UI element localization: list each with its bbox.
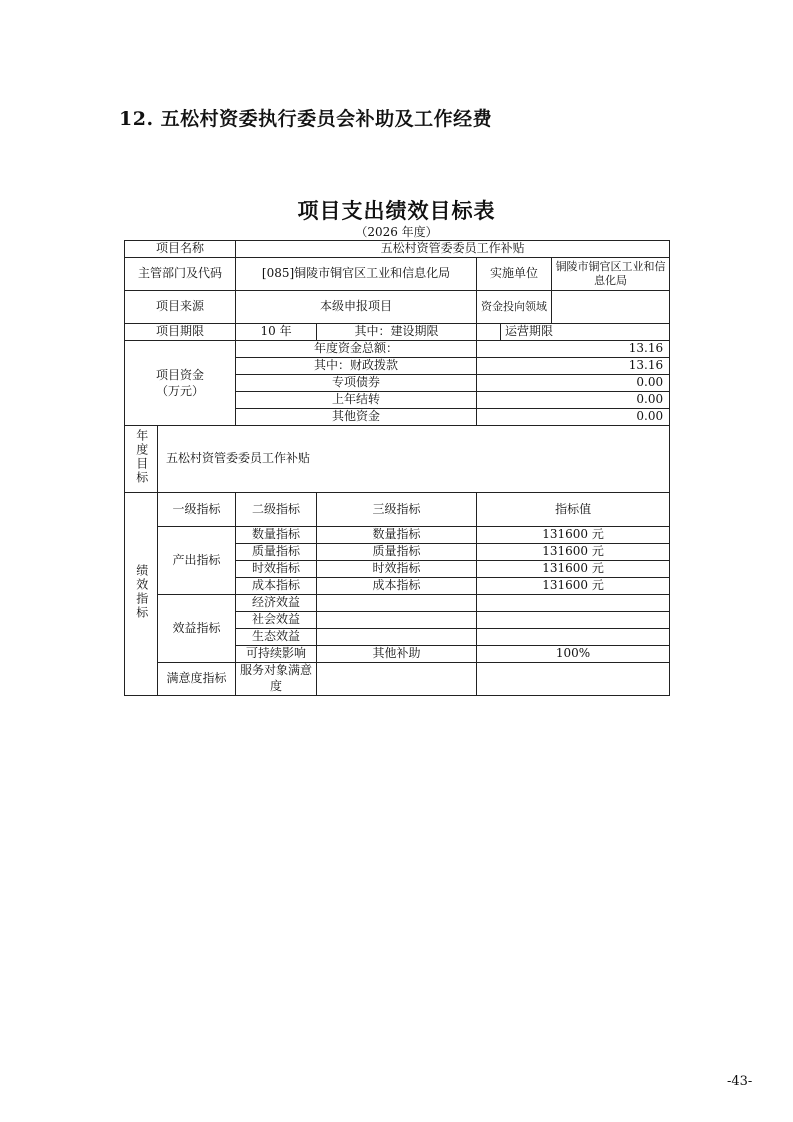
indicator-value-cell bbox=[477, 612, 670, 629]
dept-label: 主管部门及代码 bbox=[125, 258, 236, 291]
level2-cell: 质量指标 bbox=[236, 544, 317, 561]
level2-cell: 时效指标 bbox=[236, 561, 317, 578]
row-source bbox=[125, 291, 670, 324]
annual-goal-value: 五松村资管委委员工作补贴 bbox=[158, 426, 670, 493]
satisfaction-level1: 满意度指标 bbox=[158, 663, 236, 696]
period-value: 10 年 bbox=[236, 324, 317, 341]
level3-cell: 质量指标 bbox=[317, 544, 477, 561]
level3-cell: 时效指标 bbox=[317, 561, 477, 578]
annual-goal-label-text: 年度目标 bbox=[134, 428, 149, 485]
funds-value-cell: 13.16 bbox=[477, 358, 670, 375]
indicator-value-cell: 131600 元 bbox=[477, 544, 670, 561]
funds-label-cell: 上年结转 bbox=[236, 392, 477, 409]
build-period-label: 其中：建设期限 bbox=[317, 324, 477, 341]
funds-label-cell: 其他资金 bbox=[236, 409, 477, 426]
row-annual-goal bbox=[125, 426, 670, 493]
perf-indicator-label-text: 绩效指标 bbox=[134, 563, 149, 620]
row-output-0 bbox=[125, 527, 670, 544]
indicator-value-header: 指标值 bbox=[477, 493, 670, 527]
perf-indicator-label bbox=[125, 493, 158, 696]
impl-unit-label: 实施单位 bbox=[477, 258, 552, 291]
indicator-value-cell bbox=[477, 629, 670, 646]
source-label: 项目来源 bbox=[125, 291, 236, 324]
row-dept bbox=[125, 258, 670, 291]
indicator-value-cell: 100% bbox=[477, 646, 670, 663]
level2-cell: 经济效益 bbox=[236, 595, 317, 612]
fund-field-label: 资金投向领域 bbox=[477, 291, 552, 324]
row-indicator-header bbox=[125, 493, 670, 527]
level3-cell bbox=[317, 663, 477, 696]
indicator-value-cell: 131600 元 bbox=[477, 561, 670, 578]
funds-value-cell: 0.00 bbox=[477, 409, 670, 426]
row-period bbox=[125, 324, 670, 341]
page-number: -43- bbox=[727, 1074, 753, 1089]
level3-cell bbox=[317, 612, 477, 629]
project-name-value: 五松村资管委委员工作补贴 bbox=[236, 241, 670, 258]
op-period-cell bbox=[501, 324, 670, 341]
funds-label-line2: （万元） bbox=[156, 383, 205, 398]
funds-value-cell: 0.00 bbox=[477, 392, 670, 409]
dept-value: [085]铜陵市铜官区工业和信息化局 bbox=[236, 258, 477, 291]
row-funds-0 bbox=[125, 341, 670, 358]
level3-cell bbox=[317, 629, 477, 646]
level2-cell: 成本指标 bbox=[236, 578, 317, 595]
annual-goal-label bbox=[125, 426, 158, 493]
level2-cell: 生态效益 bbox=[236, 629, 317, 646]
level3-cell bbox=[317, 595, 477, 612]
level2-header: 二级指标 bbox=[236, 493, 317, 527]
level3-cell: 其他补助 bbox=[317, 646, 477, 663]
page-heading: 12. 五松村资委执行委员会补助及工作经费 bbox=[119, 108, 493, 130]
op-period-label: 运营期限 bbox=[505, 324, 554, 339]
level2-cell: 服务对象满意度 bbox=[236, 663, 317, 696]
impl-unit-value: 铜陵市铜官区工业和信息化局 bbox=[552, 258, 670, 291]
funds-label bbox=[125, 341, 236, 426]
period-label: 项目期限 bbox=[125, 324, 236, 341]
benefit-level1: 效益指标 bbox=[158, 595, 236, 663]
indicator-value-cell: 131600 元 bbox=[477, 578, 670, 595]
level2-cell: 社会效益 bbox=[236, 612, 317, 629]
level3-header: 三级指标 bbox=[317, 493, 477, 527]
output-level1: 产出指标 bbox=[158, 527, 236, 595]
level1-header: 一级指标 bbox=[158, 493, 236, 527]
funds-label-cell: 其中：财政拨款 bbox=[236, 358, 477, 375]
level3-cell: 数量指标 bbox=[317, 527, 477, 544]
row-project-name bbox=[125, 241, 670, 258]
build-period-value bbox=[477, 324, 501, 341]
funds-label-cell: 专项债券 bbox=[236, 375, 477, 392]
project-name-label: 项目名称 bbox=[125, 241, 236, 258]
funds-value-cell: 13.16 bbox=[477, 341, 670, 358]
indicator-value-cell bbox=[477, 595, 670, 612]
funds-label-line1: 项目资金 bbox=[156, 367, 205, 382]
indicator-value-cell bbox=[477, 663, 670, 696]
row-satisfaction-0 bbox=[125, 663, 670, 696]
row-benefit-0 bbox=[125, 595, 670, 612]
table-title: 项目支出绩效目标表 bbox=[297, 198, 496, 223]
performance-target-table bbox=[124, 240, 670, 696]
fund-field-value bbox=[552, 291, 670, 324]
funds-value-cell: 0.00 bbox=[477, 375, 670, 392]
indicator-value-cell: 131600 元 bbox=[477, 527, 670, 544]
level3-cell: 成本指标 bbox=[317, 578, 477, 595]
level2-cell: 数量指标 bbox=[236, 527, 317, 544]
source-value: 本级申报项目 bbox=[236, 291, 477, 324]
level2-cell: 可持续影响 bbox=[236, 646, 317, 663]
table-subtitle: （2026 年度） bbox=[355, 225, 438, 239]
funds-label-cell: 年度资金总额： bbox=[236, 341, 477, 358]
